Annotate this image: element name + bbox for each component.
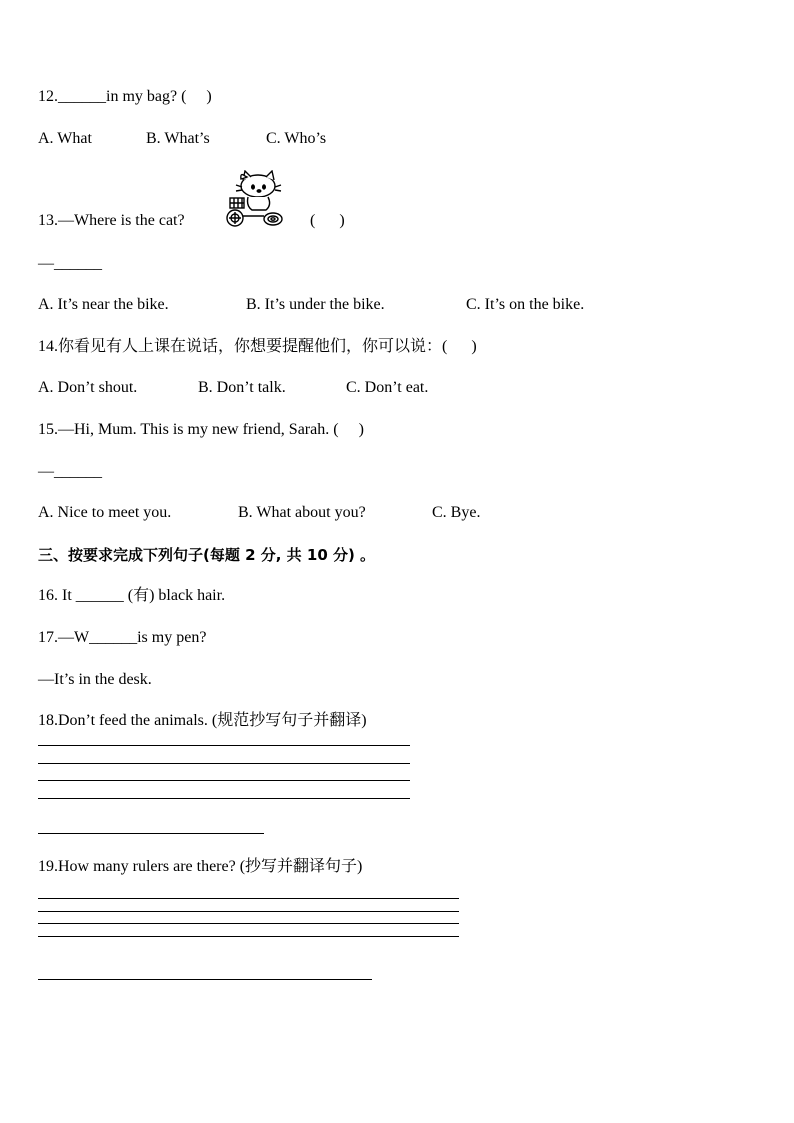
q12-option-a: A. What (38, 130, 92, 147)
q15-option-a: A. Nice to meet you. (38, 504, 172, 521)
q19-writing-line (38, 911, 459, 912)
q14-stem: 14.你看见有人上课在说话，你想要提醒他们，你可以说：( ) (38, 338, 477, 355)
q14-option-c: C. Don’t eat. (346, 379, 429, 396)
q19-writing-line (38, 898, 459, 899)
q18-writing-line (38, 763, 410, 764)
q19-translation-line (38, 979, 372, 980)
q13-answer-line: —______ (38, 255, 102, 272)
q13-option-c: C. It’s on the bike. (466, 296, 585, 313)
section-heading: 三、按要求完成下列句子(每题 2 分, 共 10 分) 。 (38, 546, 376, 564)
q13-answer-paren: ( ) (310, 212, 345, 229)
q14-option-b: B. Don’t talk. (198, 379, 286, 396)
q12-stem: 12.______in my bag? ( ) (38, 88, 212, 105)
q15-option-c: C. Bye. (432, 504, 481, 521)
q18-writing-line (38, 798, 410, 799)
q18-writing-line (38, 780, 410, 781)
q12-option-b: B. What’s (146, 130, 210, 147)
q19-writing-line (38, 923, 459, 924)
q19-writing-line (38, 936, 459, 937)
q13-stem: 13.—Where is the cat? (38, 212, 185, 229)
q15-answer-line: —______ (38, 463, 102, 480)
q16-text: 16. It ______ (有) black hair. (38, 587, 226, 604)
q15-option-b: B. What about you? (238, 504, 366, 521)
q12-option-c: C. Who’s (266, 130, 327, 147)
q17-text: 17.—W______is my pen? (38, 629, 207, 646)
q17-reply: —It’s in the desk. (38, 671, 152, 688)
q18-text: 18.Don’t feed the animals. (规范抄写句子并翻译) (38, 712, 367, 729)
q14-option-a: A. Don’t shout. (38, 379, 138, 396)
q18-writing-line (38, 745, 410, 746)
hello-kitty-on-bike-icon (218, 170, 288, 228)
q19-text: 19.How many rulers are there? (抄写并翻译句子) (38, 858, 363, 875)
q18-translation-line (38, 833, 264, 834)
q15-stem: 15.—Hi, Mum. This is my new friend, Sarah. ( ) (38, 421, 364, 438)
q13-option-a: A. It’s near the bike. (38, 296, 169, 313)
q13-option-b: B. It’s under the bike. (246, 296, 385, 313)
